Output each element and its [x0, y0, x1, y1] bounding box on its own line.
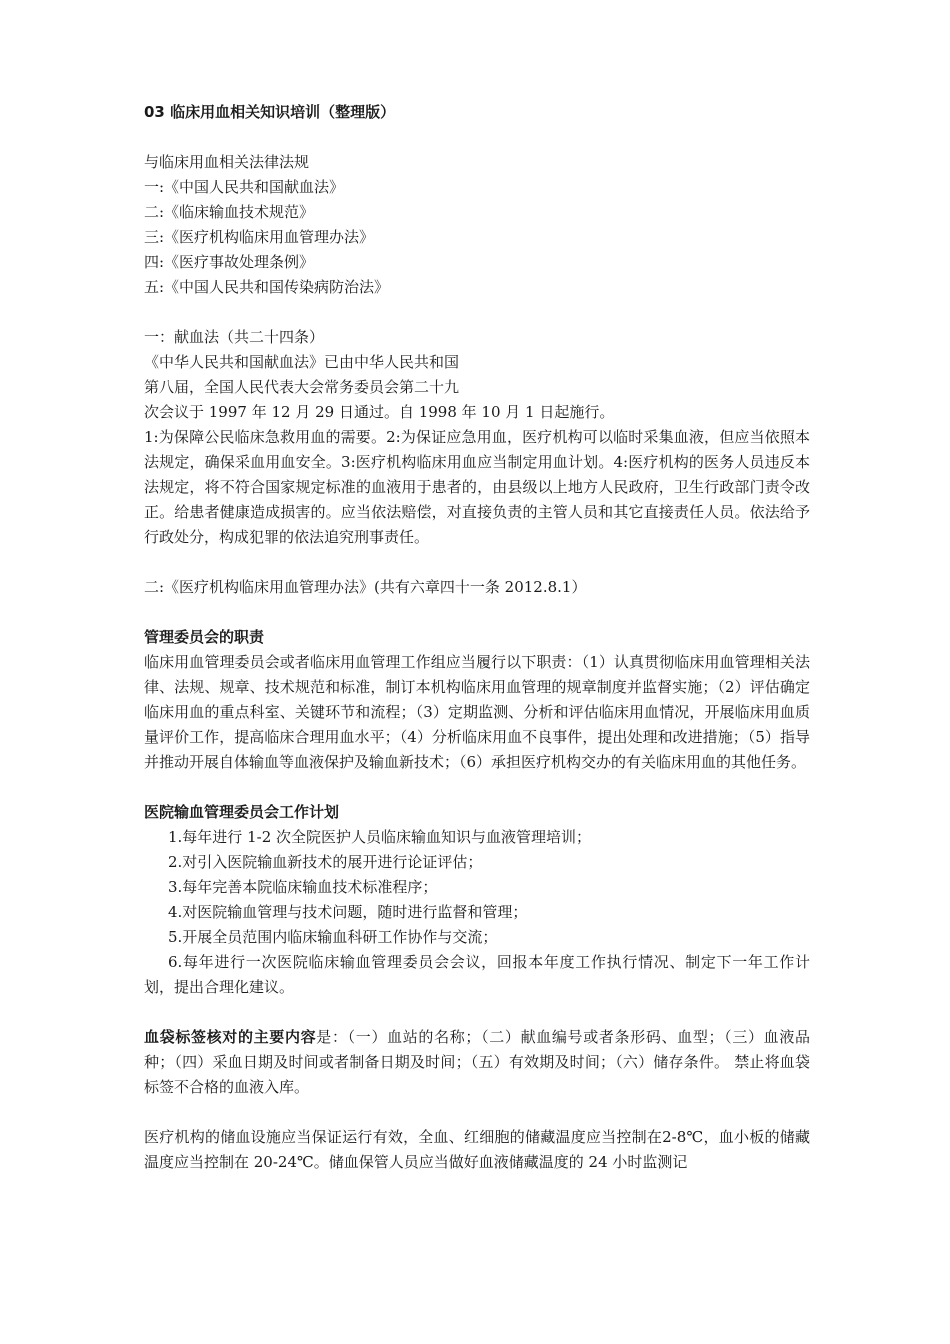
label-check-body: 是：（一）血站的名称；（二）献血编号或者条形码、血型；（三）血液品种；（四）采血日期及时间或者制备日期及时间；（五）有效期及时间；（六）储存条件。 禁止将血袋标签不合格的血液入库。: [144, 1028, 810, 1096]
law-item: 二:《临床输血技术规范》: [144, 203, 315, 221]
label-check-lead: 血袋标签核对的主要内容: [144, 1028, 317, 1046]
work-plan-item: 5.开展全员范围内临床输血科研工作协作与交流；: [168, 928, 498, 946]
management-heading: 二:《医疗机构临床用血管理办法》(共有六章四十一条 2012.8.1）: [144, 578, 587, 596]
laws-heading: 与临床用血相关法律法规: [144, 153, 310, 171]
work-plan-item: 2.对引入医院输血新技术的展开进行论证评估；: [168, 853, 483, 871]
committee-duties-body: 临床用血管理委员会或者临床用血管理工作组应当履行以下职责：（1）认真贯彻临床用血管理相关法律、法规、规章、技术规范和标准，制订本机构临床用血管理的规章制度并监督实施；（2）评估确定临床用血的重点科室、关键环节和流程；（3）定期监测、分析和评估临床用血情况，开展临床用血质量评价工作，提高临床合理用血水平；（4）分析临床用血不良事件，提出处理和改进措施；（5）指导并推动开展自体输血等血液保护及输血新技术；（6）承担医疗机构交办的有关临床用血的其他任务。: [144, 653, 810, 771]
law-item: 三:《医疗机构临床用血管理办法》: [144, 228, 375, 246]
committee-duties-heading: 管理委员会的职责: [144, 628, 265, 646]
blood-law-line: 第八届，全国人民代表大会常务委员会第二十九: [144, 378, 460, 396]
laws-section: [144, 150, 810, 300]
work-plan-item: 1.每年进行 1-2 次全院医护人员临床输血知识与血液管理培训；: [168, 828, 592, 846]
blood-law-line: 《中华人民共和国献血法》已由中华人民共和国: [144, 353, 460, 371]
label-check-paragraph: [144, 1025, 810, 1100]
work-plan-item: 6.每年进行一次医院临床输血管理委员会会议，回报本年度工作执行情况、制定下一年工作计划，提出合理化建议。: [144, 953, 810, 996]
blood-law-line: 次会议于 1997 年 12 月 29 日通过。自 1998 年 10 月 1 日起施行。: [144, 403, 615, 421]
work-plan-item: 4.对医院输血管理与技术问题，随时进行监督和管理；: [168, 903, 528, 921]
document-title: 03 临床用血相关知识培训（整理版）: [144, 103, 396, 121]
work-plan-section: [144, 800, 810, 1000]
committee-duties-section: [144, 625, 810, 775]
storage-paragraph: 医疗机构的储血设施应当保证运行有效，全血、红细胞的储藏温度应当控制在2-8℃，血小板的储藏温度应当控制在 20-24℃。储血保管人员应当做好血液储藏温度的 24 小时监测记: [144, 1128, 810, 1171]
work-plan-heading: 医院输血管理委员会工作计划: [144, 803, 340, 821]
law-item: 五:《中国人民共和国传染病防治法》: [144, 278, 390, 296]
work-plan-item: 3.每年完善本院临床输血技术标准程序；: [168, 878, 438, 896]
blood-law-section: [144, 325, 810, 550]
blood-law-heading: 一：献血法（共二十四条）: [144, 328, 325, 346]
law-item: 一:《中国人民共和国献血法》: [144, 178, 345, 196]
law-item: 四:《医疗事故处理条例》: [144, 253, 315, 271]
blood-law-body: 1:为保障公民临床急救用血的需要。2:为保证应急用血，医疗机构可以临时采集血液，但应当依照本法规定，确保采血用血安全。3:医疗机构临床用血应当制定用血计划。4:医疗机构的医务人员违反本法规定，将不符合国家规定标准的血液用于患者的，由县级以上地方人民政府，卫生行政部门责令改正。给患者健康造成损害的。应当依法赔偿，对直接负责的主管人员和其它直接责任人员。依法给予行政处分，构成犯罪的依法追究刑事责任。: [144, 428, 810, 546]
